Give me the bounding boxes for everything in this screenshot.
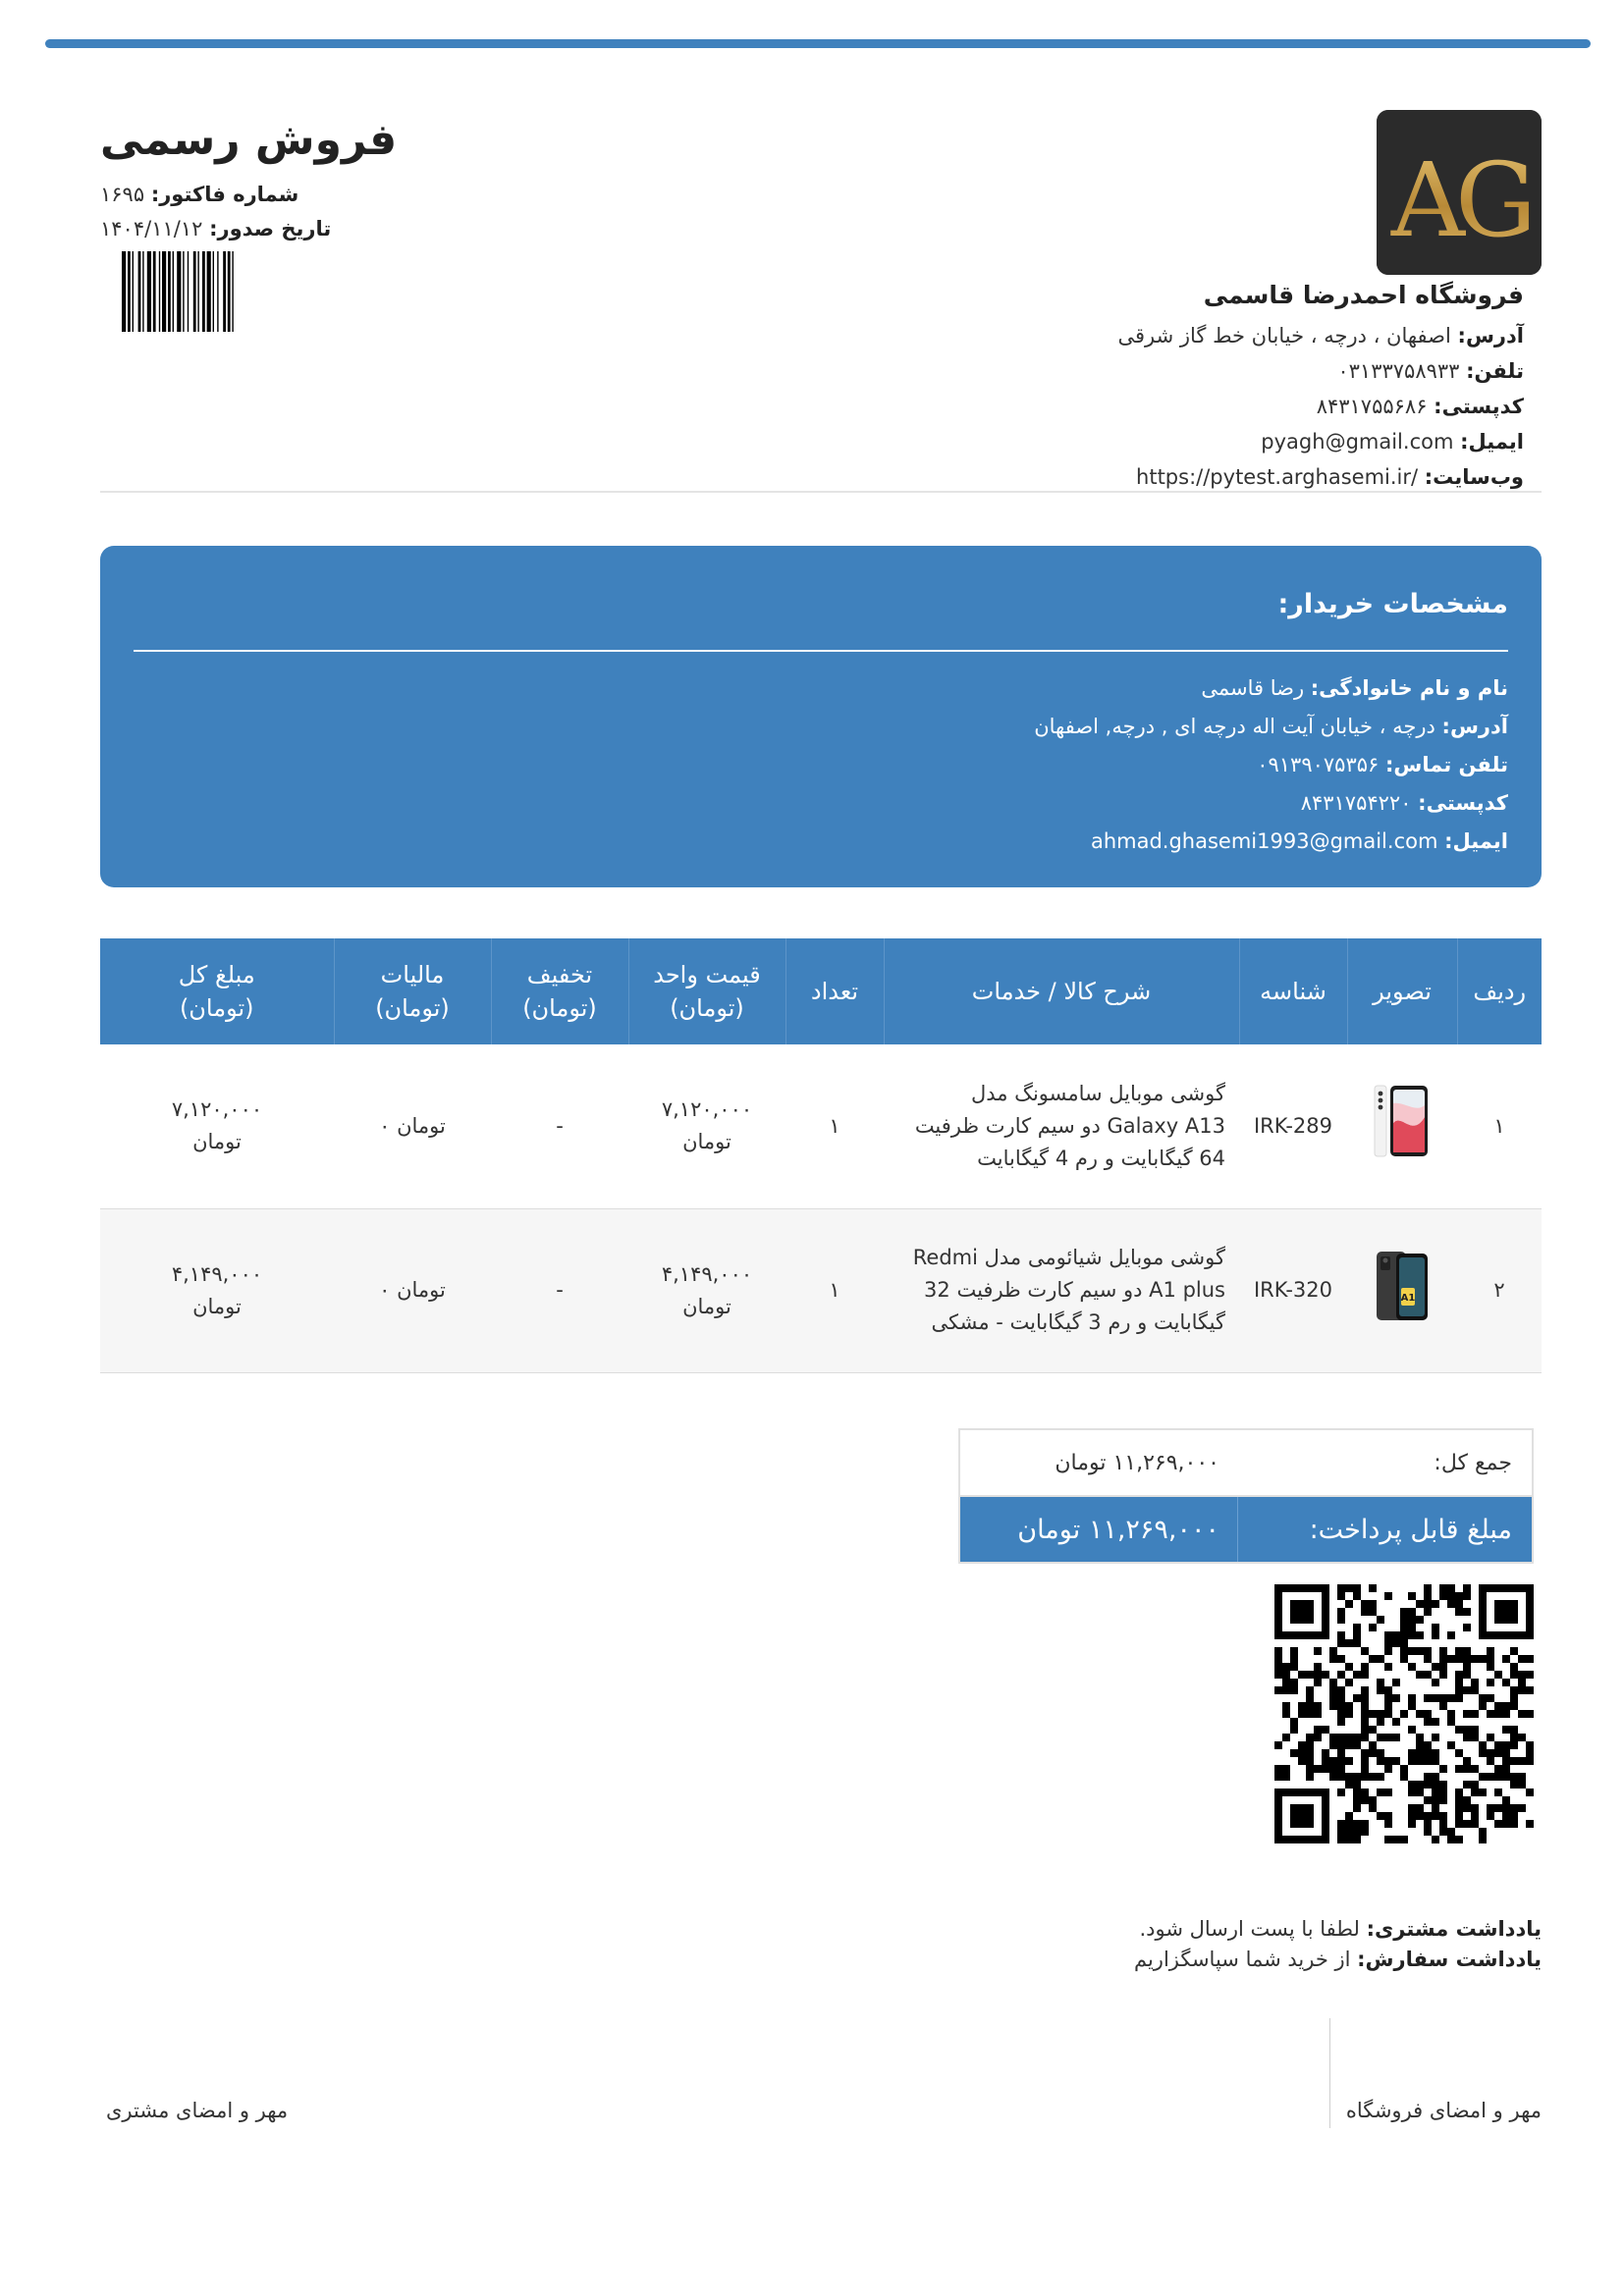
payable-value: ۱۱,۲۶۹,۰۰۰ تومان [1017,1514,1219,1545]
col-header-code-label: شناسه [1260,978,1326,1005]
cell-total [100,1044,334,1208]
buyer-name-label: نام و نام خانوادگی: [1310,676,1508,700]
customer-note-value: لطفا با پست ارسال شود. [1139,1917,1360,1941]
svg-text:A1: A1 [1400,1292,1416,1304]
seller-website [817,459,1524,495]
seller-email-value[interactable]: pyagh@gmail.com [1261,430,1454,454]
seller-address-label: آدرس: [1457,324,1524,347]
seller-website-link[interactable]: https://pytest.arghasemi.ir/ [1136,465,1419,489]
customer-note-label: یادداشت مشتری: [1366,1917,1542,1941]
payable-row [960,1495,1532,1562]
qr-code [1274,1584,1534,1843]
product-image-xiaomi [1373,1249,1432,1323]
buyer-postal-value: ۸۴۳۱۷۵۴۲۲۰ [1300,791,1412,815]
col-header-code [1239,938,1347,1044]
order-note [1134,1945,1542,1975]
col-header-row-label: ردیف [1473,978,1527,1005]
col-header-image-label: تصویر [1373,978,1432,1005]
product-image-samsung [1373,1084,1432,1158]
cell-row: ۱ [1457,1044,1542,1208]
seller-postal-value: ۸۴۳۱۷۵۵۶۸۶ [1316,395,1428,418]
issue-date-label: تاریخ صدور: [209,217,332,240]
barcode-image [122,251,287,332]
cell-qty: ۱ [785,1208,884,1372]
buyer-info-box [100,546,1542,887]
customer-signature: مهر و امضای مشتری [106,2099,289,2122]
buyer-address-value: درچه ، خیابان آیت اله درچه ای , درچه, اصفهان [1034,715,1435,738]
seller-address-value: اصفهان ، درچه ، خیابان خط گاز شرقی [1117,324,1451,347]
col-header-qty [785,938,884,1044]
invoice-number-value: ۱۶۹۵ [100,183,145,206]
payable-label: مبلغ قابل پرداخت: [1237,1497,1532,1562]
col-header-image [1347,938,1457,1044]
buyer-phone-label: تلفن تماس: [1384,753,1508,776]
buyer-email [134,823,1508,861]
col-header-discount-unit: (تومان) [522,994,597,1022]
cell-unit-price [628,1044,785,1208]
buyer-name-value: رضا قاسمی [1201,676,1305,700]
unit-price-value: ۴,۱۴۹,۰۰۰ [661,1261,753,1286]
buyer-section-title: مشخصات خریدار: [1277,589,1508,619]
table-header-row [100,938,1542,1044]
buyer-postal-label: کدپستی: [1418,791,1508,815]
seller-signature: مهر و امضای فروشگاه [1345,2099,1542,2122]
unit-price-currency: تومان [682,1130,731,1154]
seller-info [817,275,1524,495]
seller-website-label: وب‌سایت: [1424,465,1524,489]
unit-price-value: ۷,۱۲۰,۰۰۰ [661,1097,753,1122]
seller-postal-label: کدپستی: [1434,395,1524,418]
cell-tax: تومان ۰ [334,1044,491,1208]
col-header-discount-label: تخفیف [526,961,593,988]
seller-email [817,424,1524,459]
seller-phone-value: ۰۳۱۳۳۷۵۸۹۳۳ [1337,359,1460,383]
table-row [100,1208,1542,1372]
customer-note [1134,1914,1542,1945]
invoice-number-label: شماره فاکتور: [150,183,299,206]
cell-discount: - [491,1208,628,1372]
buyer-name [134,669,1508,708]
col-header-unit-price-unit: (تومان) [670,994,744,1022]
col-header-desc-label: شرح کالا / خدمات [971,978,1152,1005]
logo-image [1377,110,1542,275]
cell-image [1347,1208,1457,1372]
subtotal-label: جمع کل: [1434,1450,1512,1475]
cell-tax: تومان ۰ [334,1208,491,1372]
seller-address [817,318,1524,353]
cell-image [1347,1044,1457,1208]
header-divider [100,491,1542,493]
totals-box [958,1428,1534,1564]
cell-code: IRK-289 [1239,1044,1347,1208]
total-currency: تومان [192,1294,242,1318]
cell-row: ۲ [1457,1208,1542,1372]
issue-date-value: ۱۴۰۴/۱۱/۱۲ [100,217,203,240]
subtotal-row [960,1430,1532,1495]
seller-phone-label: تلفن: [1466,359,1524,383]
col-header-total-unit: (تومان) [179,994,254,1022]
cell-unit-price [628,1208,785,1372]
order-note-label: یادداشت سفارش: [1357,1948,1542,1971]
col-header-tax-label: مالیات [380,961,445,988]
col-header-total-label: مبلغ کل [178,961,255,988]
cell-total [100,1208,334,1372]
store-logo [1377,110,1542,275]
seller-phone [817,353,1524,389]
buyer-email-label: ایمیل: [1444,829,1508,853]
seller-email-label: ایمیل: [1460,430,1524,454]
col-header-row [1457,938,1542,1044]
table-row [100,1044,1542,1208]
col-header-total [100,938,334,1044]
total-value: ۷,۱۲۰,۰۰۰ [171,1097,263,1122]
buyer-postal [134,784,1508,823]
col-header-unit-price-label: قیمت واحد [653,961,761,988]
document-title: فروش رسمی [100,115,398,165]
buyer-divider [134,650,1508,652]
items-table [100,938,1542,1373]
buyer-address-label: آدرس: [1441,715,1508,738]
store-name: فروشگاه احمدرضا قاسمی [1203,281,1524,309]
total-value: ۴,۱۴۹,۰۰۰ [171,1261,263,1286]
col-header-tax [334,938,491,1044]
cell-qty: ۱ [785,1044,884,1208]
signature-divider [1329,2018,1330,2128]
cell-discount: - [491,1044,628,1208]
cell-description: گوشی موبایل سامسونگ مدل Galaxy A13 دو سیم کارت ظرفیت 64 گیگابایت و رم 4 گیگابایت [884,1044,1239,1208]
cell-code: IRK-320 [1239,1208,1347,1372]
seller-postal [817,389,1524,424]
col-header-tax-unit: (تومان) [375,994,450,1022]
notes-section [1134,1914,1542,1975]
cell-description: گوشی موبایل شیائومی مدل Redmi A1 plus دو سیم کارت ظرفیت 32 گیگابایت و رم 3 گیگابایت - مشکی [884,1208,1239,1372]
col-header-desc [884,938,1239,1044]
buyer-email-value[interactable]: ahmad.ghasemi1993@gmail.com [1090,829,1438,853]
invoice-number [100,178,298,211]
buyer-phone [134,746,1508,784]
buyer-address [134,708,1508,746]
col-header-unit-price [628,938,785,1044]
total-currency: تومان [192,1130,242,1154]
order-note-value: از خرید شما سپاسگزاریم [1133,1948,1351,1971]
unit-price-currency: تومان [682,1294,731,1318]
col-header-qty-label: تعداد [810,978,859,1005]
top-accent-bar [45,39,1591,48]
issue-date [100,212,331,245]
buyer-phone-value: ۰۹۱۳۹۰۷۵۳۵۶ [1257,753,1380,776]
col-header-discount [491,938,628,1044]
logo-text: AG [1390,140,1528,260]
subtotal-value: ۱۱,۲۶۹,۰۰۰ تومان [1055,1450,1219,1475]
